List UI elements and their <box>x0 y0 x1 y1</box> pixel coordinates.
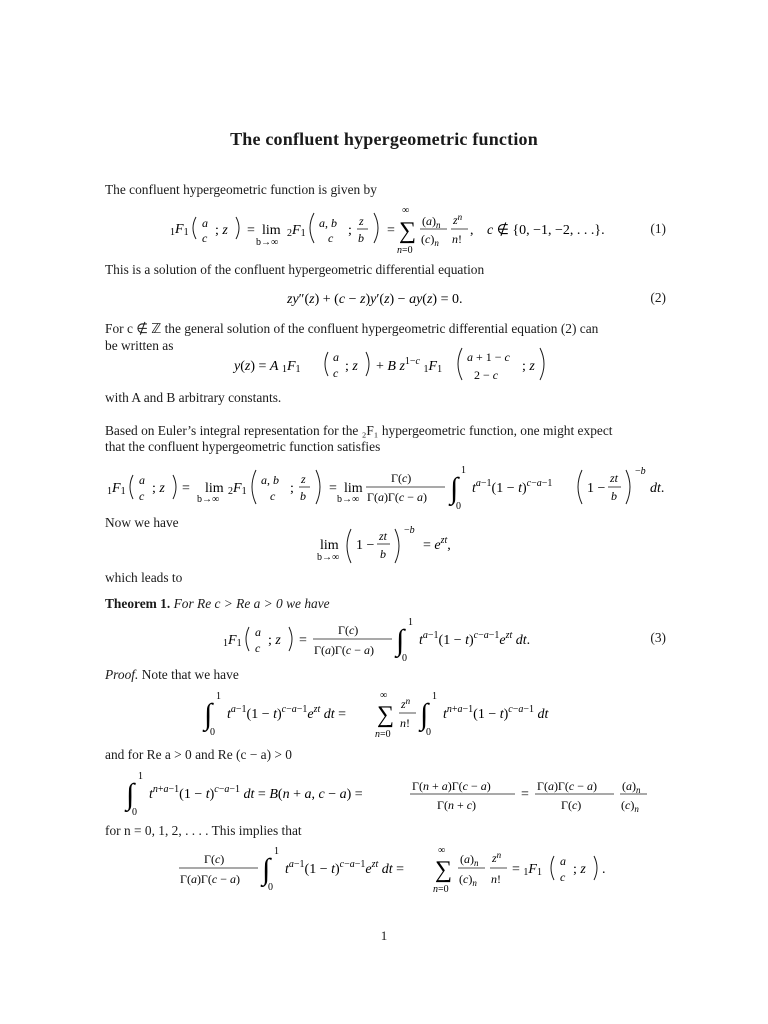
equation-euler-limit <box>90 460 690 512</box>
svg-text:; z: ; z <box>152 481 165 496</box>
svg-text:0: 0 <box>456 501 461 512</box>
svg-text:1F1: 1F1 <box>170 222 189 238</box>
svg-text:0: 0 <box>268 882 273 893</box>
page-number: 1 <box>380 928 388 943</box>
svg-text:,: , <box>470 223 474 238</box>
equation-final <box>90 842 690 896</box>
svg-text:(a)n: $(a)_n$ <box>460 852 479 868</box>
svg-text:;: ; <box>348 223 352 238</box>
theorem-text: For Re c > Re a > 0 we have <box>173 596 330 611</box>
svg-text:lim: lim <box>344 481 363 496</box>
equation-2 <box>90 286 690 310</box>
svg-text:;: ; <box>290 481 294 496</box>
svg-text:∫: ∫ <box>126 778 135 811</box>
equation-general-solution <box>90 345 690 387</box>
svg-text:Γ(c): Γ(c) <box>391 471 412 485</box>
svg-text:n=0: n=0 <box>433 884 449 895</box>
svg-text:∞: ∞ <box>380 690 388 701</box>
svg-text:1: 1 <box>408 617 413 628</box>
svg-text:zt: zt <box>379 529 388 543</box>
svg-text:dt.: dt. <box>650 481 665 496</box>
svg-text:1 −: 1 − <box>356 538 375 553</box>
svg-text:c: c <box>560 870 566 884</box>
svg-text:c: c <box>270 489 276 503</box>
equation-3 <box>90 614 690 664</box>
svg-text:b→∞: b→∞ <box>256 237 279 248</box>
svg-text:c: c <box>139 489 145 503</box>
svg-text:=: = <box>299 633 307 648</box>
svg-text:c: c <box>328 231 334 245</box>
svg-text:a: a <box>202 216 208 230</box>
svg-text:(a)n: $(a)_n$ <box>622 779 641 795</box>
svg-text:ta−1(1 − t)c−a−1ezt dt =: $t^{a-1}(1 - t)^{c-a-1}e^{zt}$ dt = <box>227 704 347 722</box>
svg-text:c ∉ {0, −1, −2, . . .}.: c ∉ {0, −1, −2, . . .}. <box>487 223 605 238</box>
page-title: The confluent hypergeometric function <box>230 129 538 149</box>
svg-text:= 1F1: = 1F1 <box>512 862 542 878</box>
svg-text:z: z <box>359 214 364 228</box>
paragraph-leads: which leads to <box>105 570 183 585</box>
svg-text:Γ(c): Γ(c) <box>204 852 225 866</box>
svg-text:1F1: 1F1 <box>223 633 242 649</box>
paragraph-general-line1: For c ∉ ℤ the general solution of the confluent hypergeometric differential equation (2) can <box>105 321 599 336</box>
paragraph-general-line2: be written as <box>105 338 174 353</box>
paragraph-constants: with A and B arbitrary constants. <box>105 390 282 405</box>
svg-text:∑: ∑ <box>399 218 417 244</box>
svg-text:1: 1 <box>461 465 466 476</box>
svg-text:a: a <box>255 625 261 639</box>
paragraph-and-for: and for Re a > 0 and Re (c − a) > 0 <box>105 747 292 762</box>
svg-text:b: b <box>300 489 306 503</box>
svg-text:Γ(c): Γ(c) <box>338 623 359 637</box>
svg-text:lim: lim <box>262 223 281 238</box>
svg-text:Γ(a)Γ(c − a): Γ(a)Γ(c − a) <box>180 872 240 886</box>
svg-text:∞: ∞ <box>438 845 446 856</box>
svg-text:a: a <box>333 350 339 364</box>
svg-text:; z: ; z <box>522 359 535 374</box>
svg-text:=: = <box>387 223 395 238</box>
svg-text:=: = <box>182 481 190 496</box>
svg-text:=: = <box>521 787 529 802</box>
svg-text:ta−1(1 − t)c−a−1ezt dt.: $t^{a-1}(1 - t)^{c-a-1}e^{zt}$ dt. <box>419 630 531 648</box>
svg-text:ta−1(1 − t)c−a−1: $t^{a-1}(1 - t)^{c-a-1}$ <box>472 478 553 496</box>
svg-text:+ B z1−c 1F1: + B $z^{1-c}$ 1F1 <box>376 356 443 375</box>
svg-text:1: 1 <box>432 691 437 702</box>
theorem-label: Theorem 1. <box>105 596 171 611</box>
svg-text:zn: $z^n$ <box>492 850 502 865</box>
svg-text:1: 1 <box>274 846 279 857</box>
svg-text:c: c <box>202 231 208 245</box>
svg-text:; z: ; z <box>345 359 358 374</box>
svg-text:1F1: 1F1 <box>107 481 126 497</box>
svg-text:z: z <box>301 472 306 486</box>
equation-number-2: (2) <box>650 290 666 305</box>
paragraph-euler-line1: Based on Euler’s integral representation for the ₂F₁ hypergeometric function, one might expect <box>105 423 613 438</box>
svg-text:a, b: a, b <box>319 216 337 230</box>
paragraph-euler-line2: that the confluent hypergeometric function satisfies <box>105 439 381 454</box>
svg-text:=: = <box>247 223 255 238</box>
svg-text:(c)n: $(c)_n$ <box>459 872 477 888</box>
equation-number-1: (1) <box>650 221 666 236</box>
svg-text:∫: ∫ <box>204 698 213 731</box>
proof-label: Proof. <box>105 667 139 682</box>
svg-text:0: 0 <box>132 807 137 818</box>
svg-text:Γ(n + c): Γ(n + c) <box>437 798 477 812</box>
svg-text:n!: n! <box>491 872 501 886</box>
svg-text:n!: n! <box>400 716 410 730</box>
svg-text:Γ(a)Γ(c − a): Γ(a)Γ(c − a) <box>314 643 374 657</box>
svg-text:n=0: n=0 <box>397 245 413 255</box>
svg-text:.: . <box>602 862 606 877</box>
equation-number-3: (3) <box>650 630 666 645</box>
svg-text:0: 0 <box>402 653 407 664</box>
svg-text:; z: ; z <box>215 223 228 238</box>
svg-text:−b: −b <box>404 525 415 536</box>
svg-text:= ezt,: = $e^{zt}$, <box>423 535 451 553</box>
svg-text:zy″(z) + (c − z)y′(z) − ay(z): zy″(z) + (c − z)y′(z) − ay(z) = 0. <box>287 292 463 307</box>
svg-text:b: b <box>380 547 386 561</box>
svg-text:1: 1 <box>216 691 221 702</box>
svg-text:−b: −b <box>635 466 646 477</box>
equation-proof-expansion <box>90 688 690 740</box>
svg-text:=: = <box>329 481 337 496</box>
svg-text:a + 1 − c: a + 1 − c <box>467 350 510 364</box>
svg-text:∫: ∫ <box>396 624 405 657</box>
svg-text:Γ(a)Γ(c − a): Γ(a)Γ(c − a) <box>537 779 597 793</box>
svg-text:∫: ∫ <box>262 853 271 886</box>
svg-text:zn: $z^n$ <box>401 696 411 711</box>
svg-text:b: b <box>611 489 617 503</box>
svg-text:b→∞: b→∞ <box>317 552 340 563</box>
svg-text:zt: zt <box>610 471 619 485</box>
svg-text:n=0: n=0 <box>375 729 391 740</box>
svg-text:zn: $z^n$ <box>453 212 463 227</box>
svg-text:; z: ; z <box>268 633 281 648</box>
svg-text:tn+a−1(1 − t)c−a−1 dt = B(n +: $t^{n+a-1}(1 - t)^{c-a-1}$ dt = B(n + a, c − a) = <box>149 784 363 802</box>
svg-text:2 − c: 2 − c <box>474 368 499 382</box>
proof-statement <box>105 666 675 684</box>
svg-text:∑: ∑ <box>377 702 395 728</box>
svg-text:Γ(a)Γ(c − a): Γ(a)Γ(c − a) <box>367 490 427 504</box>
svg-text:b: b <box>358 231 364 245</box>
svg-text:a, b: a, b <box>261 473 279 487</box>
svg-text:∫: ∫ <box>450 472 459 505</box>
svg-text:Γ(n + a)Γ(c − a): Γ(n + a)Γ(c − a) <box>412 779 491 793</box>
svg-text:(c)n: $(c)_n$ <box>621 798 639 814</box>
equation-1 <box>90 205 690 255</box>
svg-text:(c)n: $(c)_n$ <box>421 232 439 248</box>
svg-text:a: a <box>560 854 566 868</box>
svg-text:(a)n: $(a)_n$ <box>422 214 441 230</box>
svg-text:∞: ∞ <box>402 205 410 216</box>
svg-text:c: c <box>255 641 261 655</box>
equation-beta-identity <box>90 768 690 820</box>
theorem-statement <box>105 595 675 613</box>
proof-text: Note that we have <box>141 667 239 682</box>
svg-text:c: c <box>333 366 339 380</box>
svg-text:2F1: 2F1 <box>228 481 247 497</box>
paragraph-intro: The confluent hypergeometric function is given by <box>105 182 377 197</box>
svg-text:b→∞: b→∞ <box>197 494 220 505</box>
svg-text:2F1: 2F1 <box>287 223 306 239</box>
svg-text:a: a <box>139 473 145 487</box>
paragraph-now: Now we have <box>105 515 179 530</box>
svg-text:lim: lim <box>205 481 224 496</box>
svg-text:∑: ∑ <box>435 857 453 883</box>
equation-limit-exp <box>90 524 690 566</box>
svg-text:y(z) = A 1F1: y(z) = A 1F1 <box>234 359 301 375</box>
paragraph-solution: This is a solution of the confluent hypergeometric differential equation <box>105 262 485 277</box>
svg-text:b→∞: b→∞ <box>337 494 360 505</box>
svg-text:; z: ; z <box>573 862 586 877</box>
paragraph-for-n: for n = 0, 1, 2, . . . . This implies that <box>105 823 302 838</box>
svg-text:1: 1 <box>138 771 143 782</box>
svg-text:lim: lim <box>320 538 339 553</box>
svg-text:1 −: 1 − <box>587 481 606 496</box>
svg-text:∫: ∫ <box>420 698 429 731</box>
svg-text:ta−1(1 − t)c−a−1ezt dt =: $t^{a-1}(1 - t)^{c-a-1}e^{zt}$ dt = <box>285 859 405 877</box>
svg-text:0: 0 <box>210 727 215 738</box>
svg-text:Γ(c): Γ(c) <box>561 798 582 812</box>
svg-text:n!: n! <box>452 232 462 246</box>
svg-text:tn+a−1(1 − t)c−a−1 dt: $t^{n+a-1}(1 - t)^{c-a-1}$ dt <box>443 704 549 722</box>
svg-text:0: 0 <box>426 727 431 738</box>
